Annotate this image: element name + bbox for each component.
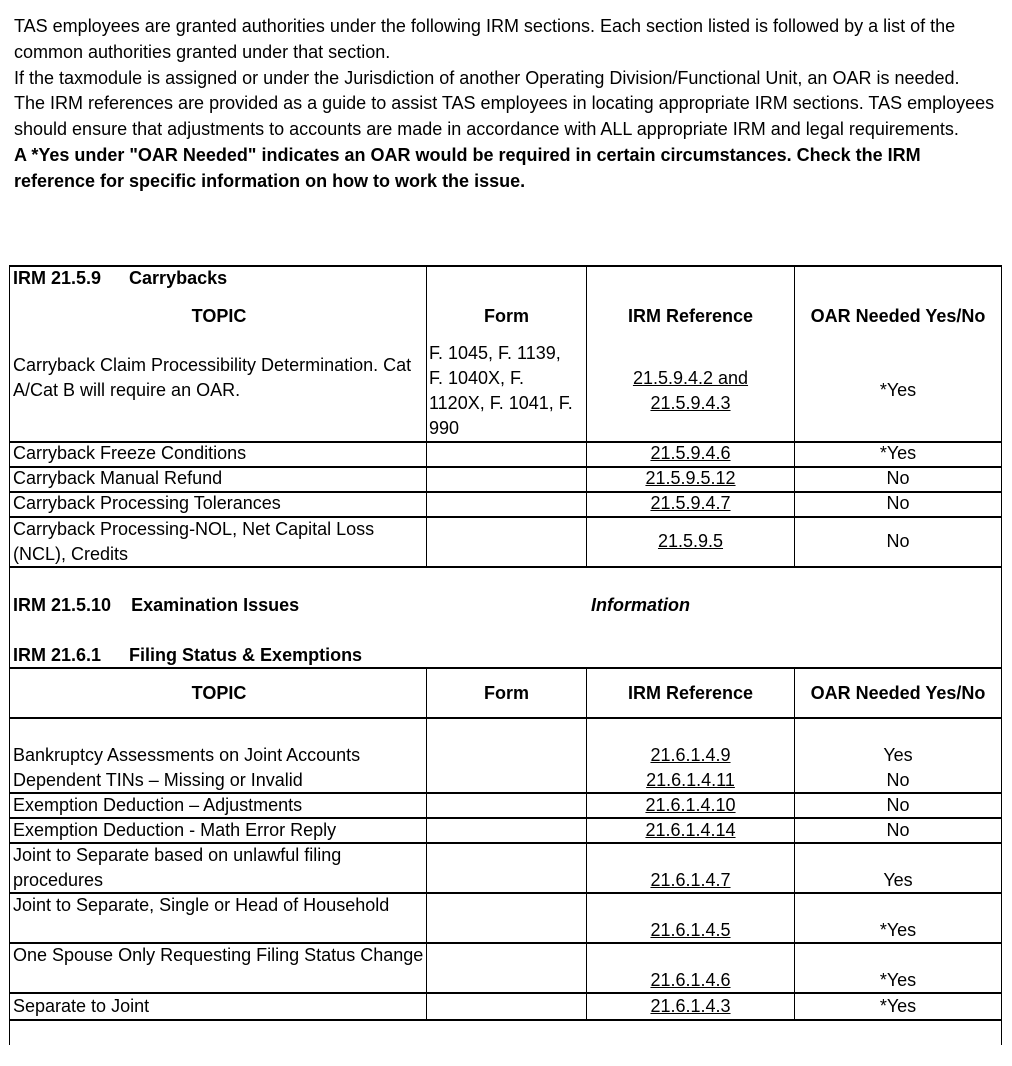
intro-paragraph-2: If the taxmodule is assigned or under the Jurisdiction of another Operating Division/Functional Unit, an OAR is needed. bbox=[14, 67, 960, 88]
intro-text bbox=[14, 14, 1004, 195]
divider bbox=[9, 265, 10, 1045]
topic-cell: Carryback Manual Refund bbox=[13, 468, 223, 488]
oar-needed-cell: No bbox=[886, 795, 910, 815]
form-cell: F. 1045, F. 1139, F. 1040X, F. 1120X, F. 1041, F. 990 bbox=[429, 343, 573, 438]
irm-reference-link[interactable]: 21.6.1.4.3 bbox=[650, 996, 731, 1016]
oar-needed-cell: No bbox=[886, 493, 910, 513]
section-note: Information bbox=[591, 595, 690, 615]
topic-cell: Carryback Processing-NOL, Net Capital Loss (NCL), Credits bbox=[13, 519, 375, 564]
section-title: Filing Status & Exemptions bbox=[129, 645, 363, 665]
section-title: Examination Issues bbox=[131, 595, 300, 615]
irm-reference-link[interactable]: 21.6.1.4.10 bbox=[645, 795, 736, 815]
section-heading bbox=[13, 266, 413, 291]
oar-needed-cell: Yes bbox=[883, 745, 913, 765]
topic-cell: Separate to Joint bbox=[13, 996, 150, 1016]
topic-cell: Carryback Processing Tolerances bbox=[13, 493, 281, 513]
intro-paragraph-1: TAS employees are granted authorities under the following IRM sections. Each section listed is followed by a list of the common authorities granted under that section. bbox=[14, 16, 956, 62]
irm-reference-cell bbox=[587, 366, 794, 416]
column-header-form: Form bbox=[484, 306, 529, 326]
irm-reference-link[interactable]: 21.6.1.4.9 bbox=[650, 745, 731, 765]
intro-paragraph-3: The IRM references are provided as a guide to assist TAS employees in locating appropriate IRM sections. TAS employees should ensure that adjustments to accounts are made in accordance with ALL appropriate IRM and legal requirements. bbox=[14, 93, 995, 140]
divider bbox=[586, 667, 587, 1019]
irm-reference-link[interactable]: 21.5.9.4.6 bbox=[650, 443, 731, 463]
divider bbox=[794, 667, 795, 1019]
topic-cell: Carryback Claim Processibility Determination. Cat A/Cat B will require an OAR. bbox=[13, 355, 412, 400]
section-heading bbox=[13, 593, 413, 618]
column-header-topic: TOPIC bbox=[191, 306, 247, 326]
section-number: IRM 21.5.10 bbox=[13, 595, 112, 615]
section-number: IRM 21.6.1 bbox=[13, 645, 102, 665]
oar-needed-cell: Yes bbox=[883, 870, 913, 890]
irm-reference-link[interactable]: 21.5.9.5.12 bbox=[645, 468, 736, 488]
section-heading bbox=[13, 643, 413, 668]
topic-cell: Exemption Deduction - Math Error Reply bbox=[13, 820, 337, 840]
topic-cell: Joint to Separate based on unlawful filing procedures bbox=[13, 845, 342, 890]
irm-reference-link[interactable]: 21.6.1.4.7 bbox=[650, 870, 731, 890]
irm-reference-link[interactable]: 21.5.9.4.2 and bbox=[632, 368, 749, 388]
oar-needed-cell: No bbox=[886, 531, 910, 551]
intro-note: A *Yes under "OAR Needed" indicates an OAR would be required in certain circumstances. Check the IRM reference for specific information on how to work the issue. bbox=[14, 144, 921, 191]
oar-needed-cell: *Yes bbox=[879, 380, 917, 400]
column-header-irm-reference: IRM Reference bbox=[627, 683, 754, 703]
oar-needed-cell: No bbox=[886, 770, 910, 790]
divider bbox=[9, 1019, 1002, 1021]
divider bbox=[9, 717, 1002, 719]
irm-reference-link[interactable]: 21.6.1.4.6 bbox=[650, 970, 731, 990]
topic-cell: One Spouse Only Requesting Filing Status Change bbox=[13, 945, 424, 965]
oar-needed-cell: *Yes bbox=[879, 920, 917, 940]
topic-cell: Exemption Deduction – Adjustments bbox=[13, 795, 303, 815]
section-title: Carrybacks bbox=[129, 268, 228, 288]
irm-reference-link[interactable]: 21.6.1.4.5 bbox=[650, 920, 731, 940]
topic-cell: Bankruptcy Assessments on Joint Accounts bbox=[13, 745, 361, 765]
irm-reference-link[interactable]: 21.5.9.4.7 bbox=[650, 493, 731, 513]
topic-cell: Joint to Separate, Single or Head of Household bbox=[13, 895, 390, 915]
divider bbox=[426, 667, 427, 1019]
column-header-oar-needed: OAR Needed Yes/No bbox=[810, 683, 986, 703]
oar-needed-cell: *Yes bbox=[879, 996, 917, 1016]
irm-reference-link[interactable]: 21.6.1.4.11 bbox=[646, 770, 735, 790]
irm-reference-link[interactable]: 21.5.9.5 bbox=[657, 531, 724, 551]
column-header-irm-reference: IRM Reference bbox=[627, 306, 754, 326]
section-number: IRM 21.5.9 bbox=[13, 268, 102, 288]
oar-needed-cell: *Yes bbox=[879, 443, 917, 463]
oar-needed-cell: No bbox=[886, 468, 910, 488]
column-header-form: Form bbox=[484, 683, 529, 703]
topic-cell: Carryback Freeze Conditions bbox=[13, 443, 247, 463]
oar-needed-cell: No bbox=[886, 820, 910, 840]
irm-reference-link[interactable]: 21.6.1.4.14 bbox=[645, 820, 736, 840]
oar-needed-cell: *Yes bbox=[879, 970, 917, 990]
column-header-oar-needed: OAR Needed Yes/No bbox=[810, 306, 986, 326]
column-header-topic: TOPIC bbox=[191, 683, 247, 703]
irm-reference-link[interactable]: 21.5.9.4.3 bbox=[650, 393, 731, 413]
topic-cell: Dependent TINs – Missing or Invalid bbox=[13, 770, 303, 790]
